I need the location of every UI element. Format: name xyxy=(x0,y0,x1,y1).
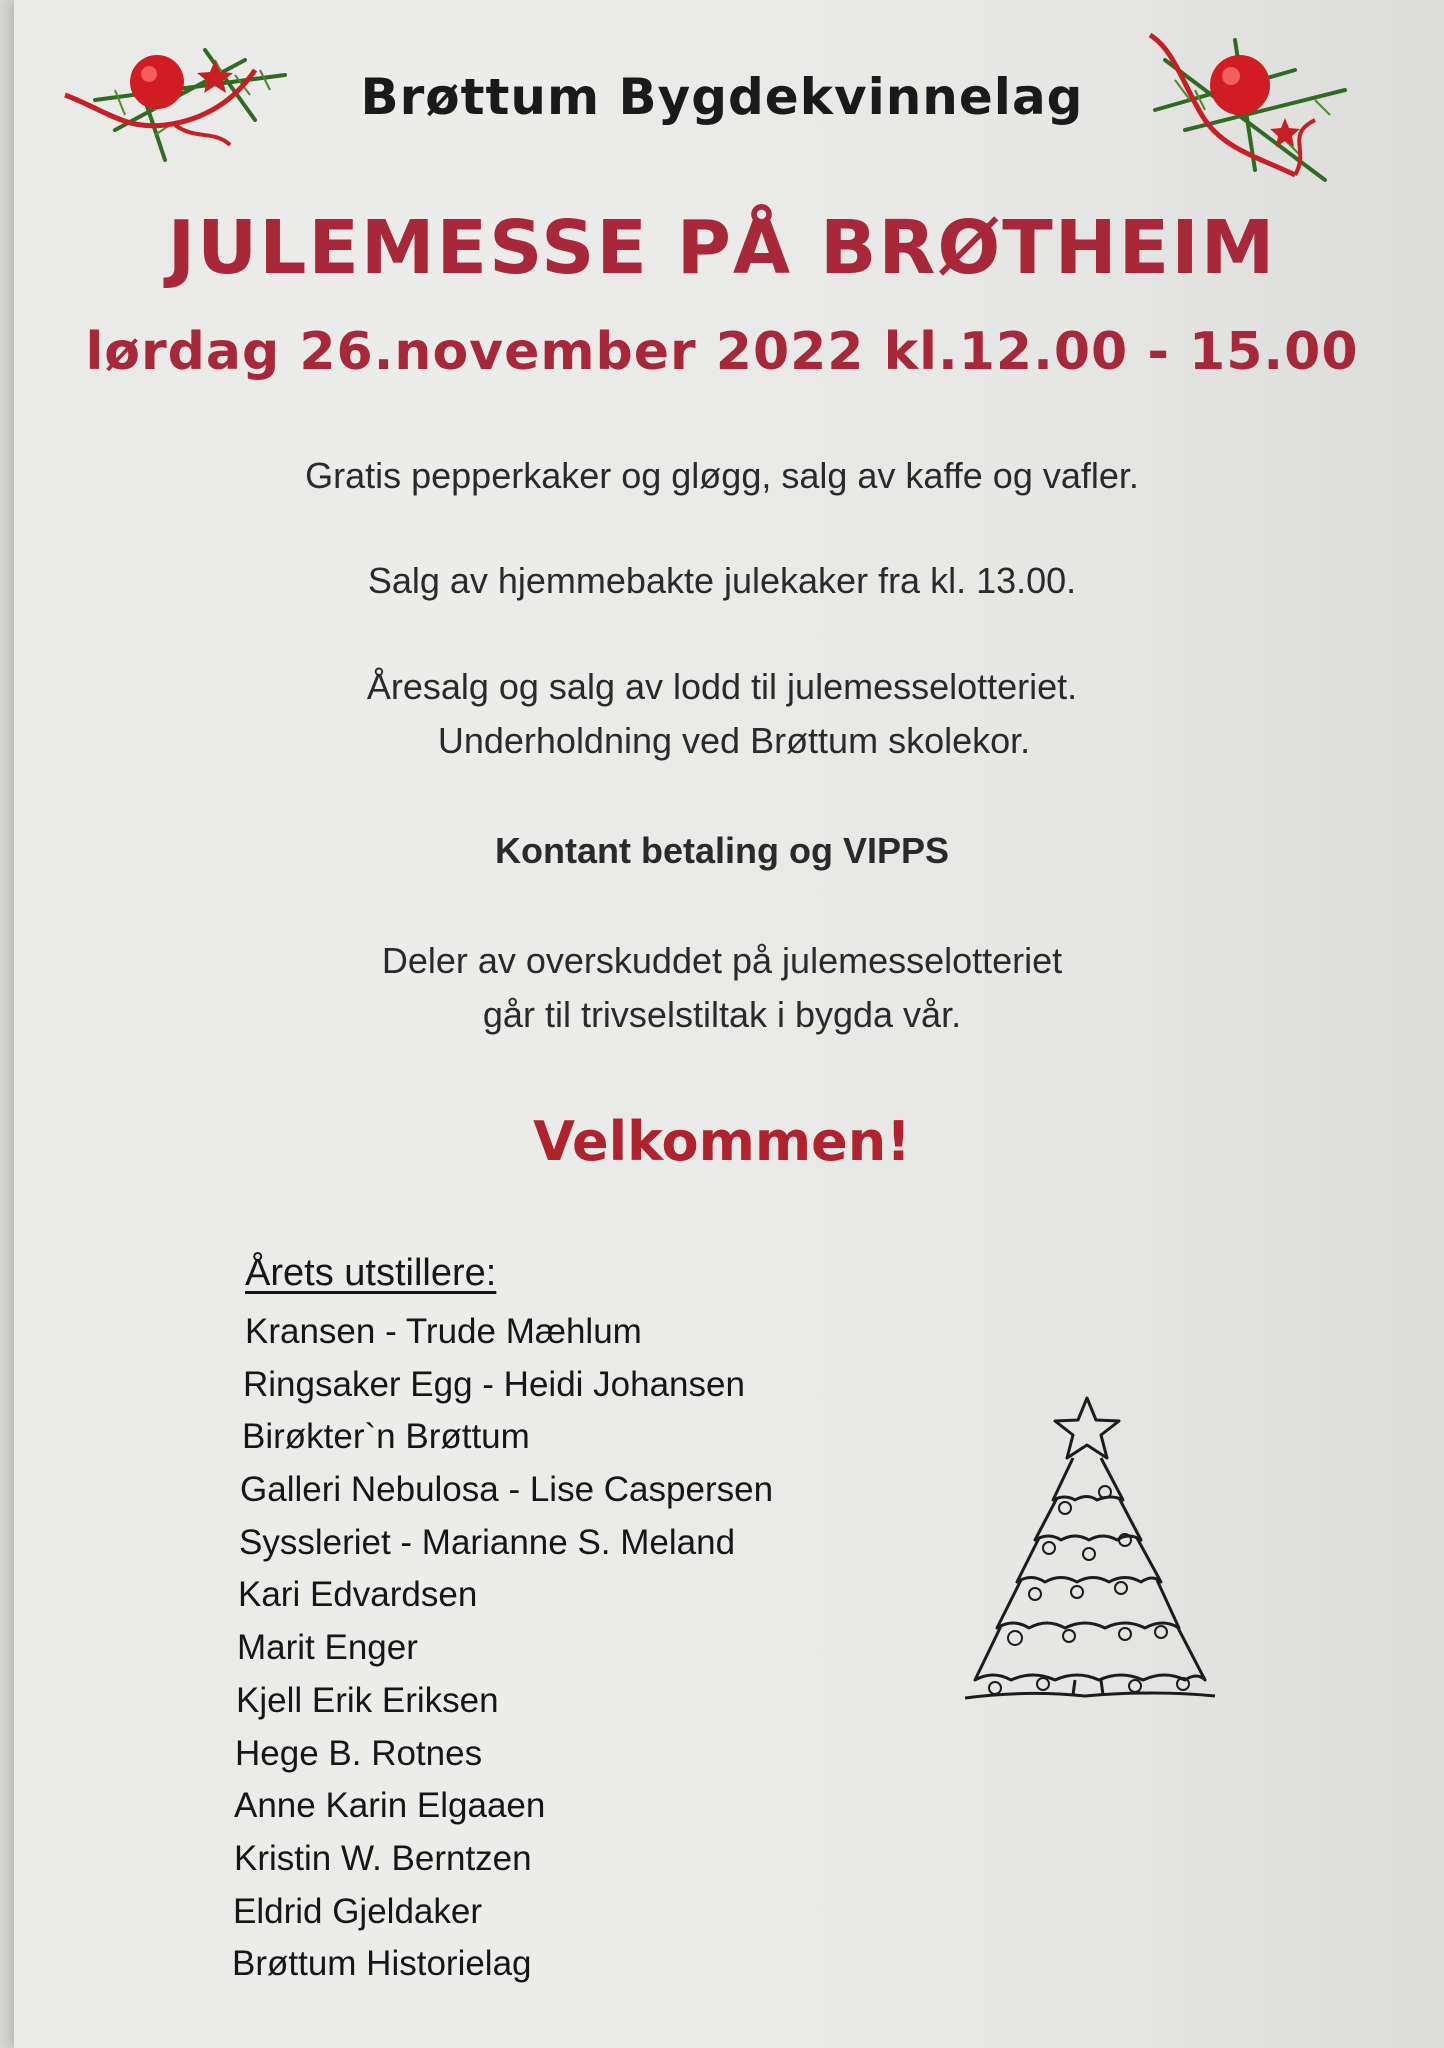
exhibitor-item: Syssleriet - Marianne S. Meland xyxy=(239,1522,736,1562)
exhibitor-item: Kristin W. Berntzen xyxy=(234,1838,532,1878)
organization-title: Brøttum Bygdekvinnelag xyxy=(360,68,1084,126)
paragraph-lottery: Åresalg og salg av lodd til julemesselotteriet. xyxy=(366,666,1078,707)
exhibitor-item: Marit Enger xyxy=(237,1628,418,1668)
exhibitor-item: Hege B. Rotnes xyxy=(235,1733,483,1773)
exhibitor-item: Kransen - Trude Mæhlum xyxy=(245,1312,642,1351)
exhibitors-heading: Årets utstillere: xyxy=(245,1252,497,1294)
exhibitor-item: Kjell Erik Eriksen xyxy=(236,1680,499,1720)
paragraph-refreshments: Gratis pepperkaker og gløgg, salg av kaffe og vafler. xyxy=(305,455,1139,496)
event-date: lørdag 26.november 2022 kl.12.00 - 15.00 xyxy=(85,322,1359,382)
exhibitors-list xyxy=(232,1306,773,1991)
exhibitor-item: Eldrid Gjeldaker xyxy=(233,1891,482,1931)
paragraph-cake-sale: Salg av hjemmebakte julekaker fra kl. 13.00. xyxy=(367,560,1077,601)
exhibitor-item: Ringsaker Egg - Heidi Johansen xyxy=(243,1364,745,1404)
paragraph-proceeds-2: går til trivselstiltak i bygda vår. xyxy=(482,994,962,1035)
exhibitor-item: Galleri Nebulosa - Lise Caspersen xyxy=(240,1470,774,1510)
exhibitor-item: Anne Karin Elgaaen xyxy=(234,1786,546,1826)
paragraph-proceeds-1: Deler av overskuddet på julemesselotteriet xyxy=(381,940,1063,981)
christmas-tree-icon xyxy=(965,1390,1225,1720)
exhibitor-item: Kari Edvardsen xyxy=(238,1575,478,1615)
welcome-text: Velkommen! xyxy=(533,1110,911,1173)
event-headline: JULEMESSE PÅ BRØTHEIM xyxy=(167,205,1277,291)
paragraph-choir: Underholdning ved Brøttum skolekor. xyxy=(437,720,1031,761)
exhibitor-item: Birøkter`n Brøttum xyxy=(242,1417,530,1457)
exhibitor-item: Brøttum Historielag xyxy=(232,1944,532,1984)
payment-info: Kontant betaling og VIPPS xyxy=(494,830,949,871)
